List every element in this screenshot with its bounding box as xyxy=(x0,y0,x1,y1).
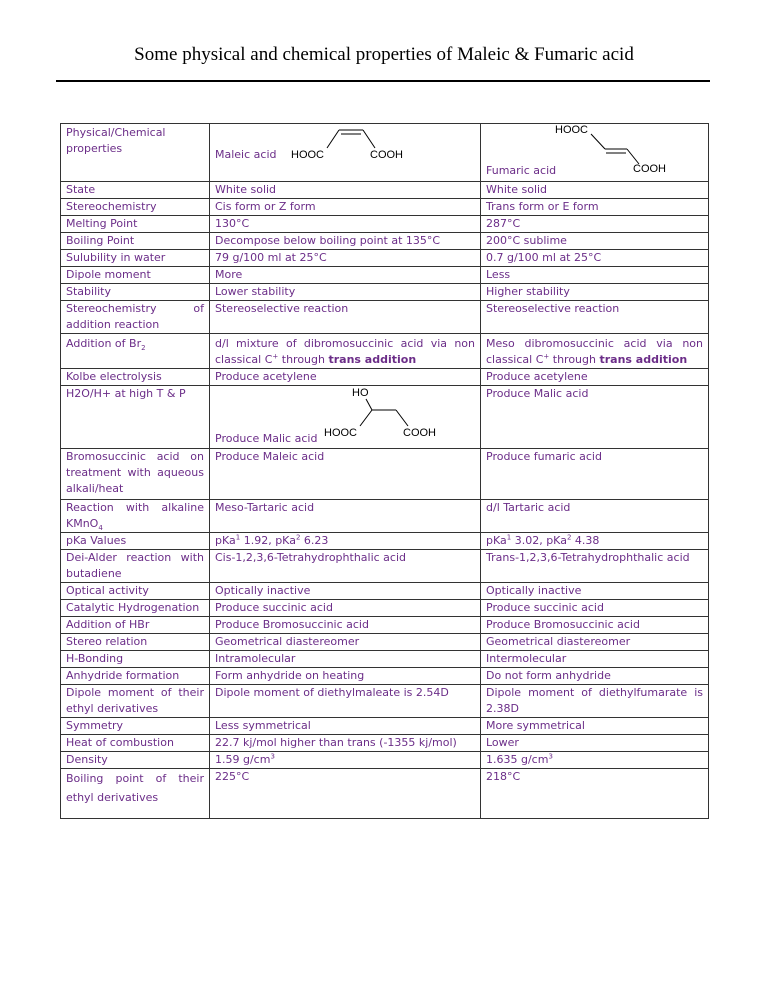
properties-table xyxy=(60,123,709,819)
table-row xyxy=(61,369,709,386)
maleic-cell: White solid xyxy=(210,182,481,199)
superscript: 3 xyxy=(548,752,553,761)
superscript: 2 xyxy=(295,533,301,542)
superscript: 1 xyxy=(506,533,512,542)
maleic-cell: Produce Maleic acid xyxy=(210,449,481,500)
maleic-cell: Cis-1,2,3,6-Tetrahydrophthalic acid xyxy=(210,550,481,583)
fumaric-cell: Trans-1,2,3,6-Tetrahydrophthalic acid xyxy=(481,550,709,583)
table-row xyxy=(61,718,709,735)
maleic-cell: Intramolecular xyxy=(210,651,481,668)
malic-cooh: COOH xyxy=(403,427,436,439)
property-cell xyxy=(61,500,210,533)
fumaric-cell xyxy=(481,533,709,550)
maleic-label: Maleic acid xyxy=(215,148,277,161)
maleic-cell: Form anhydride on heating xyxy=(210,668,481,685)
trans-addition-text: trans addition xyxy=(328,353,417,366)
maleic-cooh: COOH xyxy=(370,149,403,161)
pka-value: 1.92, pKa xyxy=(240,534,296,547)
table-row xyxy=(61,668,709,685)
property-cell: Symmetry xyxy=(61,718,210,735)
property-cell: Addition of HBr xyxy=(61,617,210,634)
fumaric-cell: 0.7 g/100 ml at 25°C xyxy=(481,250,709,267)
table-row xyxy=(61,735,709,752)
table-row xyxy=(61,267,709,284)
table-row xyxy=(61,634,709,651)
fumaric-cell: Produce acetylene xyxy=(481,369,709,386)
property-text: Addition of Br xyxy=(66,337,142,350)
property-cell: Dei-Alder reaction with butadiene xyxy=(61,550,210,583)
property-cell: Dipole moment of their ethyl derivatives xyxy=(61,685,210,718)
property-cell: Anhydride formation xyxy=(61,668,210,685)
fumaric-label: Fumaric acid xyxy=(486,164,557,177)
property-cell xyxy=(61,334,210,369)
fumaric-cell: Produce fumaric acid xyxy=(481,449,709,500)
fumaric-cell: Higher stability xyxy=(481,284,709,301)
table-row xyxy=(61,685,709,718)
fumaric-cell: 218°C xyxy=(481,769,709,819)
property-cell: Dipole moment xyxy=(61,267,210,284)
table-row xyxy=(61,284,709,301)
table-row xyxy=(61,386,709,449)
table-row xyxy=(61,182,709,199)
fumaric-cell: Stereoselective reaction xyxy=(481,301,709,334)
maleic-cell: Less symmetrical xyxy=(210,718,481,735)
maleic-text: Produce Malic acid xyxy=(215,432,318,445)
table-row xyxy=(61,199,709,216)
pka-value: 3.02, pKa xyxy=(511,534,567,547)
maleic-cell: Produce succinic acid xyxy=(210,600,481,617)
page-title: Some physical and chemical properties of Maleic & Fumaric acid xyxy=(134,44,634,65)
table-row xyxy=(61,752,709,769)
table-row xyxy=(61,334,709,369)
fumaric-hooc: HOOC xyxy=(555,124,588,136)
pka-value: 6.23 xyxy=(300,534,329,547)
property-cell: Sulubility in water xyxy=(61,250,210,267)
header-properties: Physical/Chemical properties xyxy=(61,124,210,182)
property-cell: pKa Values xyxy=(61,533,210,550)
fumaric-cell: 287°C xyxy=(481,216,709,233)
fumaric-cell: Produce Bromosuccinic acid xyxy=(481,617,709,634)
malic-ho: HO xyxy=(352,387,369,399)
malic-acid-structure xyxy=(320,386,480,448)
property-cell: Stereochemistry xyxy=(61,199,210,216)
maleic-cell xyxy=(210,533,481,550)
maleic-cell: 22.7 kj/mol higher than trans (-1355 kj/mol) xyxy=(210,735,481,752)
fumaric-cell: Trans form or E form xyxy=(481,199,709,216)
maleic-cell: Cis form or Z form xyxy=(210,199,481,216)
property-cell: Optical activity xyxy=(61,583,210,600)
property-cell: Melting Point xyxy=(61,216,210,233)
property-cell: State xyxy=(61,182,210,199)
maleic-cell: Geometrical diastereomer xyxy=(210,634,481,651)
table-row xyxy=(61,583,709,600)
table-row xyxy=(61,600,709,617)
fumaric-cell: Geometrical diastereomer xyxy=(481,634,709,651)
fumaric-cell: 200°C sublime xyxy=(481,233,709,250)
table-row xyxy=(61,216,709,233)
fumaric-cell: Produce Malic acid xyxy=(481,386,709,449)
table-row xyxy=(61,233,709,250)
density-text: 1.59 g/cm xyxy=(215,753,271,766)
maleic-hooc: HOOC xyxy=(291,149,324,161)
subscript: 4 xyxy=(98,524,103,533)
table-row xyxy=(61,769,709,819)
fumaric-cell: Produce succinic acid xyxy=(481,600,709,617)
fumaric-cell: Less xyxy=(481,267,709,284)
maleic-cell: Optically inactive xyxy=(210,583,481,600)
maleic-cell: Dipole moment of diethylmaleate is 2.54D xyxy=(210,685,481,718)
fumaric-cell: More symmetrical xyxy=(481,718,709,735)
fumaric-cell xyxy=(481,752,709,769)
maleic-structure xyxy=(287,124,427,181)
malic-hooc: HOOC xyxy=(324,427,357,439)
fumaric-cell: White solid xyxy=(481,182,709,199)
fumaric-cooh: COOH xyxy=(633,163,666,175)
property-cell: Boiling point of their ethyl derivatives xyxy=(61,769,210,819)
maleic-cell: Meso-Tartaric acid xyxy=(210,500,481,533)
maleic-cell: Stereoselective reaction xyxy=(210,301,481,334)
property-cell: Density xyxy=(61,752,210,769)
fumaric-structure xyxy=(551,124,691,181)
maleic-cell xyxy=(210,752,481,769)
table-row xyxy=(61,617,709,634)
pka-text: pKa xyxy=(215,534,236,547)
fumaric-text: Meso dibromosuccinic acid via non classical C xyxy=(486,337,703,366)
superscript: 2 xyxy=(566,533,572,542)
through-text: through xyxy=(278,353,329,366)
maleic-cell: Decompose below boiling point at 135°C xyxy=(210,233,481,250)
maleic-cell: 225°C xyxy=(210,769,481,819)
property-cell: Catalytic Hydrogenation xyxy=(61,600,210,617)
property-cell: Bromosuccinic acid on treatment with aqueous alkali/heat xyxy=(61,449,210,500)
property-text: Reaction with alkaline KMnO xyxy=(66,501,204,530)
property-cell: Stereochemistry of addition reaction xyxy=(61,301,210,334)
fumaric-cell: Optically inactive xyxy=(481,583,709,600)
superscript: 3 xyxy=(270,752,275,761)
title-underline xyxy=(56,80,710,82)
fumaric-cell: Intermolecular xyxy=(481,651,709,668)
fumaric-cell: Do not form anhydride xyxy=(481,668,709,685)
pka-value: 4.38 xyxy=(571,534,600,547)
header-maleic xyxy=(210,124,481,182)
fumaric-cell: Lower xyxy=(481,735,709,752)
maleic-cell: Produce acetylene xyxy=(210,369,481,386)
header-fumaric xyxy=(481,124,709,182)
property-cell: Stability xyxy=(61,284,210,301)
maleic-cell: 79 g/100 ml at 25°C xyxy=(210,250,481,267)
table-row xyxy=(61,651,709,668)
subscript: 2 xyxy=(141,344,146,353)
superscript: + xyxy=(272,352,279,361)
property-cell: Heat of combustion xyxy=(61,735,210,752)
property-cell: Boiling Point xyxy=(61,233,210,250)
table-row xyxy=(61,250,709,267)
property-cell: Stereo relation xyxy=(61,634,210,651)
table-header-row xyxy=(61,124,709,182)
maleic-cell: More xyxy=(210,267,481,284)
maleic-cell xyxy=(210,386,481,449)
maleic-cell: 130°C xyxy=(210,216,481,233)
property-cell: Kolbe electrolysis xyxy=(61,369,210,386)
maleic-text: d/l mixture of dibromosuccinic acid via non classical C xyxy=(215,337,475,366)
trans-addition-text: trans addition xyxy=(599,353,688,366)
fumaric-cell: Dipole moment of diethylfumarate is 2.38D xyxy=(481,685,709,718)
property-cell: H2O/H+ at high T & P xyxy=(61,386,210,449)
table-row xyxy=(61,500,709,533)
property-cell: H-Bonding xyxy=(61,651,210,668)
maleic-cell: Lower stability xyxy=(210,284,481,301)
superscript: 1 xyxy=(235,533,241,542)
fumaric-cell: d/l Tartaric acid xyxy=(481,500,709,533)
pka-text: pKa xyxy=(486,534,507,547)
maleic-cell: Produce Bromosuccinic acid xyxy=(210,617,481,634)
maleic-cell xyxy=(210,334,481,369)
superscript: + xyxy=(543,352,550,361)
table-row xyxy=(61,449,709,500)
through-text: through xyxy=(549,353,600,366)
table-row xyxy=(61,301,709,334)
density-text: 1.635 g/cm xyxy=(486,753,549,766)
table-row xyxy=(61,533,709,550)
table-row xyxy=(61,550,709,583)
fumaric-cell xyxy=(481,334,709,369)
